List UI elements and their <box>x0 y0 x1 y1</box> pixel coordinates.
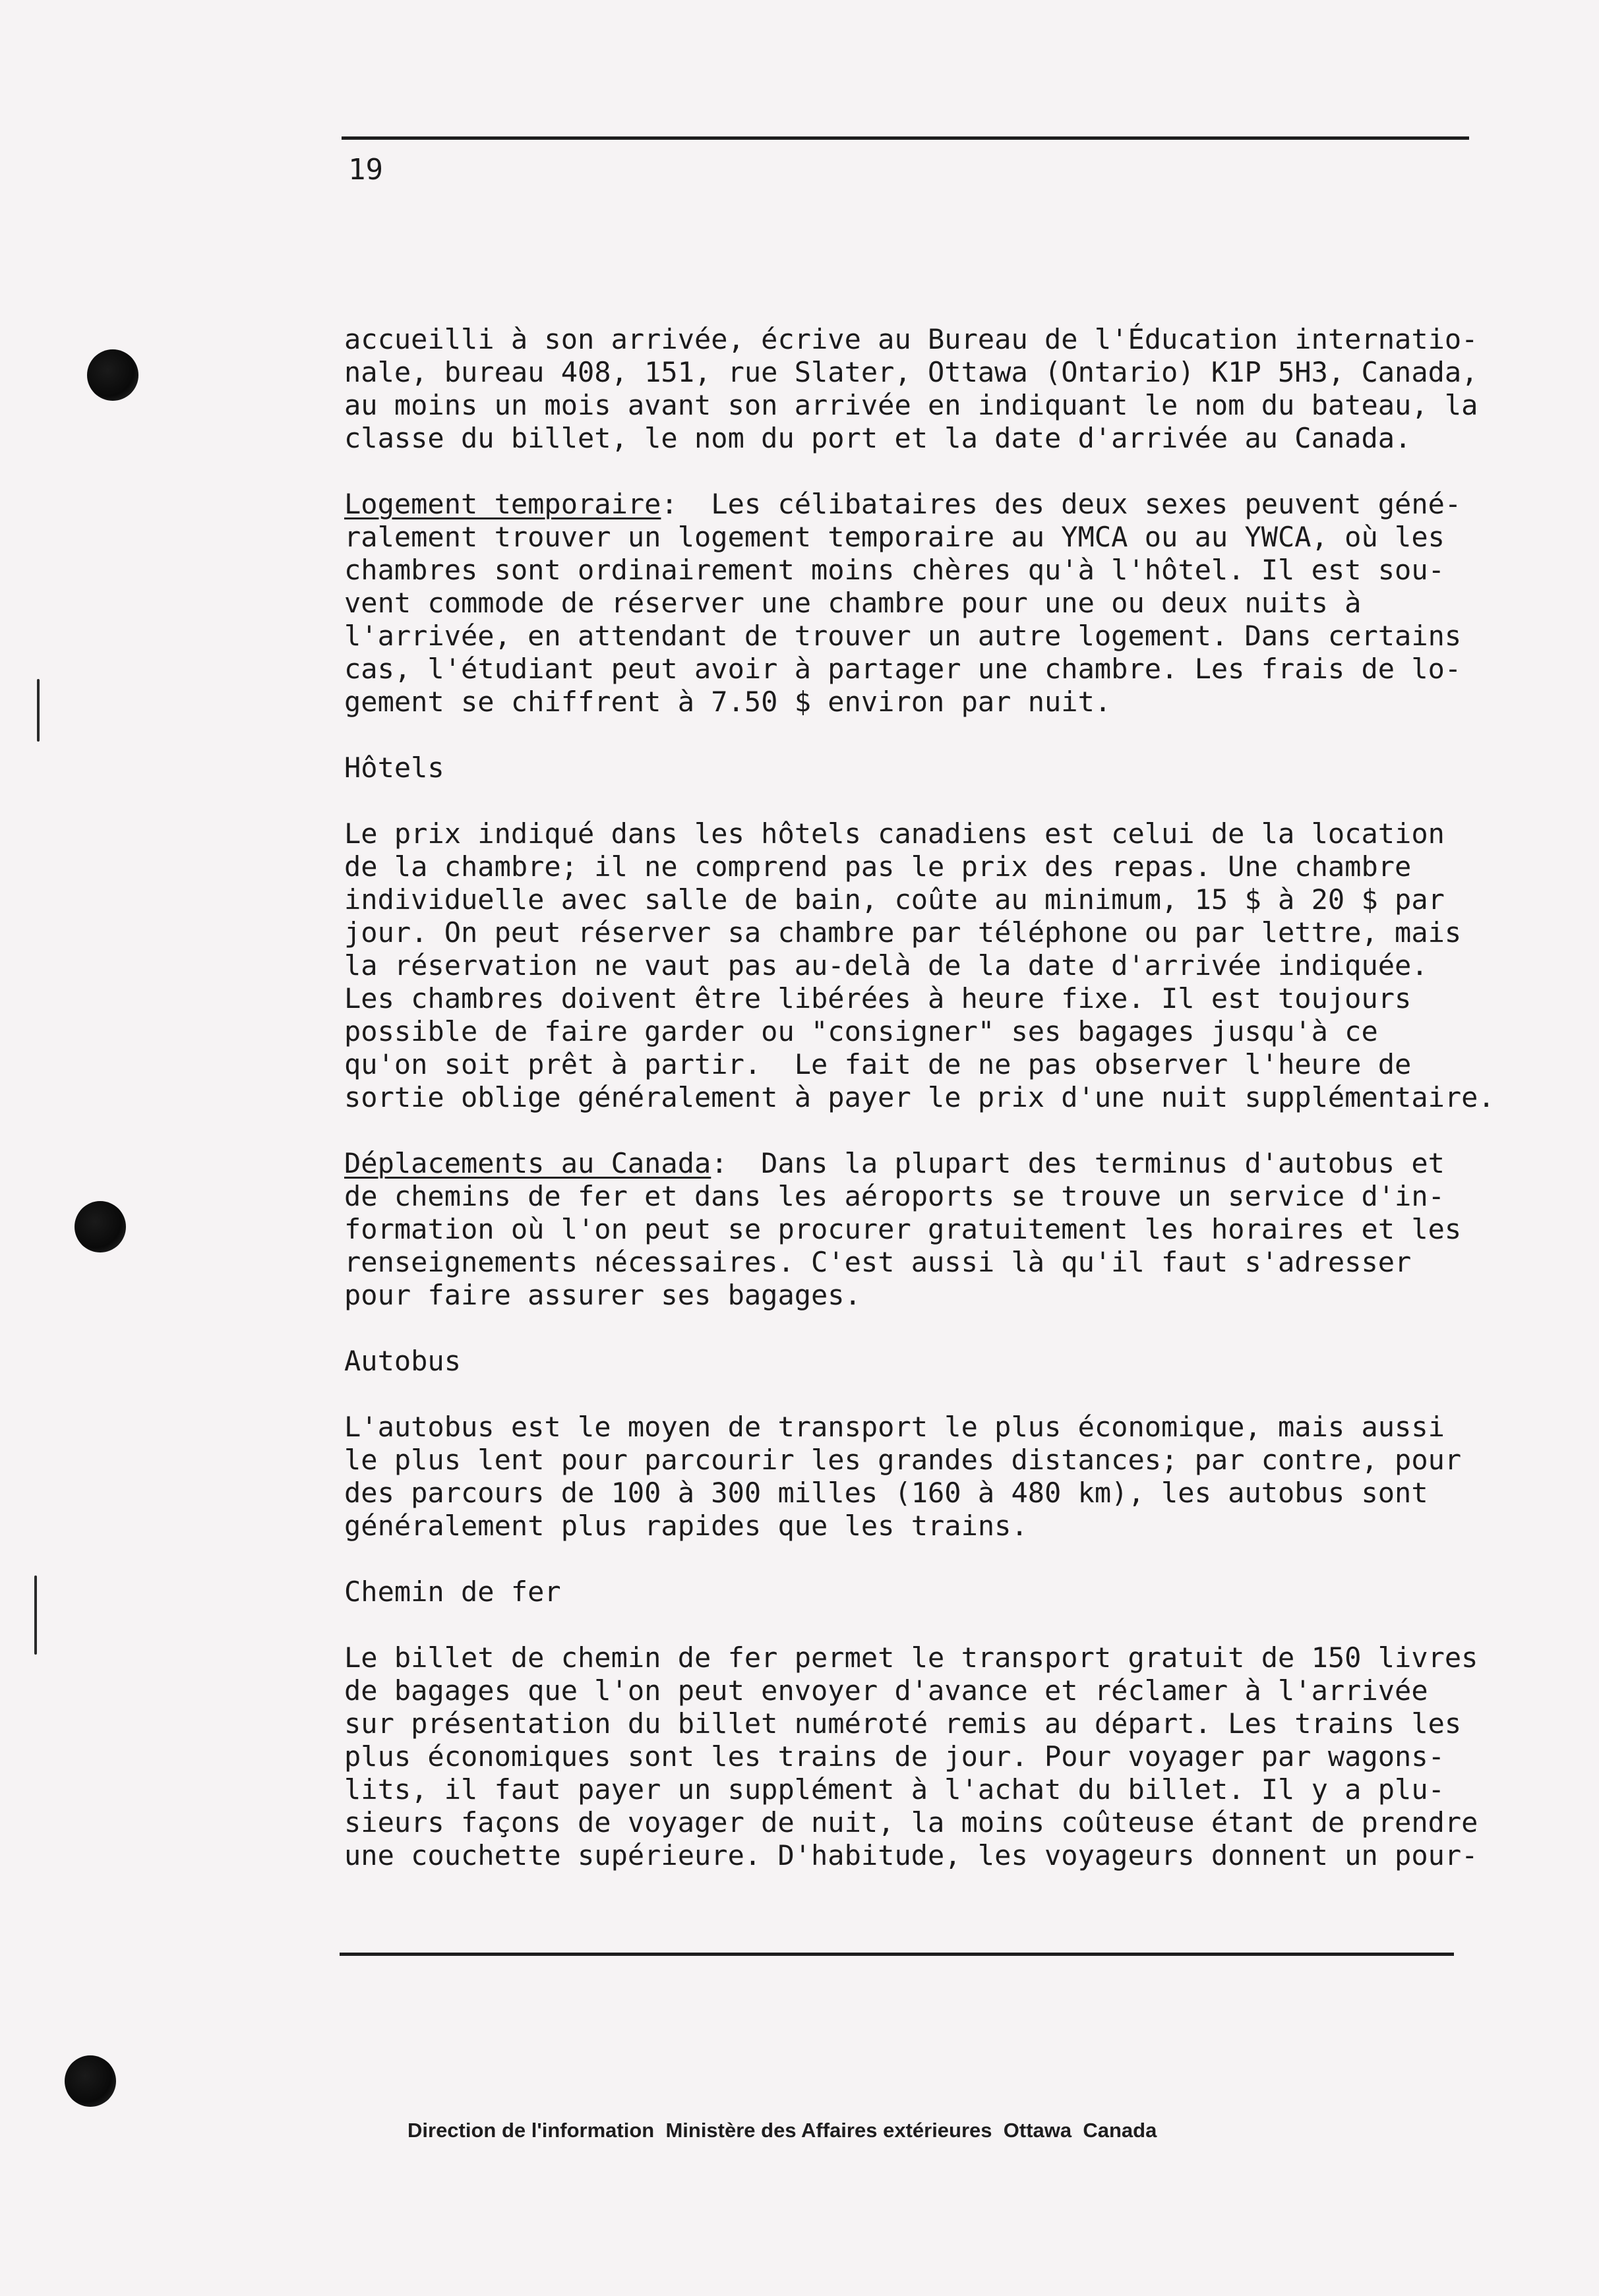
text-line: Déplacements au Canada: Dans la plupart des terminus d'autobus et <box>344 1147 1445 1179</box>
text-line: gement se chiffrent à 7.50 $ environ par nuit. <box>344 686 1112 718</box>
text-line: ralement trouver un logement temporaire au YMCA ou au YWCA, où les <box>344 521 1445 553</box>
footer-imprint: Direction de l'information Ministère des Affaires extérieures Ottawa Canada <box>407 2119 1157 2142</box>
text-line: qu'on soit prêt à partir. Le fait de ne pas observer l'heure de <box>344 1048 1412 1080</box>
text-line: formation où l'on peut se procurer gratuitement les horaires et les <box>344 1213 1462 1245</box>
paragraph-autobus <box>344 1411 1505 1543</box>
text-line: le plus lent pour parcourir les grandes distances; par contre, pour <box>344 1444 1462 1476</box>
text-line: de bagages que l'on peut envoyer d'avance et réclamer à l'arrivée <box>344 1674 1428 1707</box>
text-line: généralement plus rapides que les trains. <box>344 1510 1028 1542</box>
text-line: vent commode de réserver une chambre pour une ou deux nuits à <box>344 587 1362 619</box>
text-line: chambres sont ordinairement moins chères qu'à l'hôtel. Il est sou- <box>344 554 1445 586</box>
paragraph-intro <box>344 323 1505 455</box>
text-line: Logement temporaire: Les célibataires des deux sexes peuvent géné- <box>344 488 1462 520</box>
section-heading-hotels: Hôtels <box>344 751 444 784</box>
paragraph-hotels <box>344 817 1505 1114</box>
text-line: des parcours de 100 à 300 milles (160 à 480 km), les autobus sont <box>344 1477 1428 1509</box>
edge-mark <box>37 679 40 742</box>
text-line: sur présentation du billet numéroté remis au départ. Les trains les <box>344 1707 1462 1740</box>
section-heading-autobus: Autobus <box>344 1345 462 1377</box>
text-line: classe du billet, le nom du port et la date d'arrivée au Canada. <box>344 422 1412 454</box>
text-line: Les chambres doivent être libérées à heure fixe. Il est toujours <box>344 982 1412 1015</box>
binder-hole <box>87 349 138 401</box>
text-line: plus économiques sont les trains de jour. Pour voyager par wagons- <box>344 1740 1445 1773</box>
text-line: sortie oblige généralement à payer le prix d'une nuit supplémentaire. <box>344 1081 1495 1113</box>
binder-hole <box>65 2055 116 2107</box>
page-number: 19 <box>348 153 383 187</box>
section-heading-logement: Logement temporaire <box>344 488 661 520</box>
text-line: une couchette supérieure. D'habitude, les voyageurs donnent un pour- <box>344 1839 1478 1871</box>
section-heading-chemin-de-fer: Chemin de fer <box>344 1575 561 1608</box>
text-line: cas, l'étudiant peut avoir à partager une chambre. Les frais de lo- <box>344 653 1462 685</box>
bottom-rule <box>340 1953 1454 1956</box>
text-line: sieurs façons de voyager de nuit, la moins coûteuse étant de prendre <box>344 1806 1478 1839</box>
text-line: renseignements nécessaires. C'est aussi là qu'il faut s'adresser <box>344 1246 1412 1278</box>
text-line: pour faire assurer ses bagages. <box>344 1279 861 1311</box>
text-line: Le prix indiqué dans les hôtels canadiens est celui de la location <box>344 817 1445 850</box>
text-line: individuelle avec salle de bain, coûte au minimum, 15 $ à 20 $ par <box>344 883 1445 916</box>
text-line: jour. On peut réserver sa chambre par téléphone ou par lettre, mais <box>344 916 1462 949</box>
paragraph-logement <box>344 488 1505 719</box>
body-text <box>344 323 1505 1872</box>
text-line: accueilli à son arrivée, écrive au Bureau de l'Éducation internatio- <box>344 323 1478 355</box>
text-line: Le billet de chemin de fer permet le transport gratuit de 150 livres <box>344 1641 1478 1674</box>
text-line: l'arrivée, en attendant de trouver un autre logement. Dans certains <box>344 620 1462 652</box>
binder-hole <box>75 1201 126 1252</box>
edge-mark <box>34 1575 37 1655</box>
text-line: lits, il faut payer un supplément à l'achat du billet. Il y a plu- <box>344 1773 1445 1806</box>
text-line: L'autobus est le moyen de transport le plus économique, mais aussi <box>344 1411 1445 1443</box>
paragraph-chemin-de-fer <box>344 1641 1505 1872</box>
text-line: nale, bureau 408, 151, rue Slater, Ottawa (Ontario) K1P 5H3, Canada, <box>344 356 1478 388</box>
text-line: au moins un mois avant son arrivée en indiquant le nom du bateau, la <box>344 389 1478 421</box>
paragraph-deplacements <box>344 1147 1505 1312</box>
text-line: possible de faire garder ou "consigner" ses bagages jusqu'à ce <box>344 1015 1378 1047</box>
text-line: de chemins de fer et dans les aéroports se trouve un service d'in- <box>344 1180 1445 1212</box>
section-heading-deplacements: Déplacements au Canada <box>344 1147 711 1179</box>
top-rule <box>342 136 1469 140</box>
text-line: la réservation ne vaut pas au-delà de la date d'arrivée indiquée. <box>344 949 1428 982</box>
text-line: de la chambre; il ne comprend pas le prix des repas. Une chambre <box>344 850 1412 883</box>
